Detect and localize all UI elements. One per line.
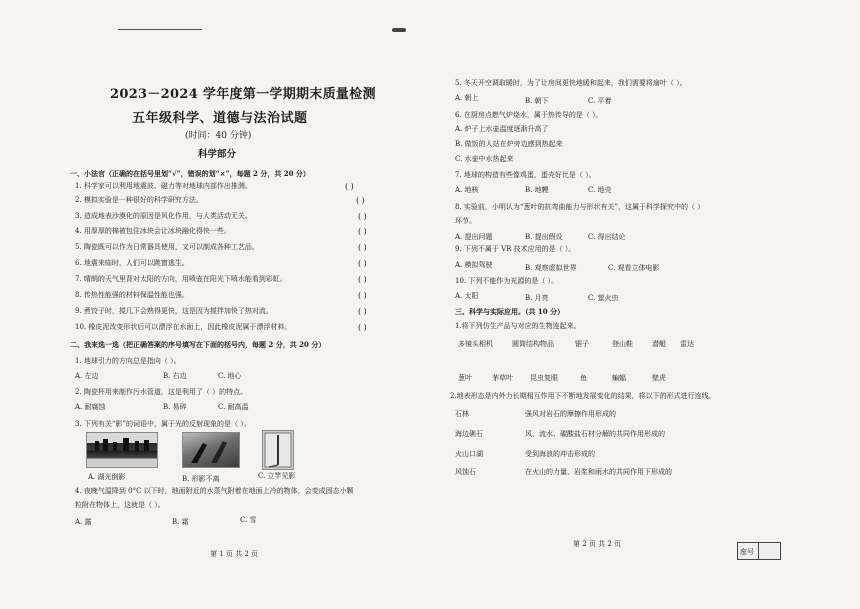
right-page [430, 0, 860, 609]
exam-title: 2023－2024 学年度第一学期期末质量检测 [110, 87, 376, 102]
q5-option-b: B. 朝下 [525, 97, 549, 105]
answer-paren[interactable]: ( ) [358, 243, 367, 252]
q6-option-a: A. 炉子上水壶温度逐渐升高了 [455, 125, 549, 133]
tf-item: 10. 橡皮泥改变形状后可以漂浮在水面上，因此橡皮泥属于漂浮材料。 [75, 323, 292, 331]
q8-option-c: C. 得出结论 [588, 233, 626, 241]
q8-text-line1: 8. 实验前，小明认为“葱叶的抗弯曲能力与形状有关”，这属于科学探究中的（ ） [455, 203, 705, 211]
answer-paren[interactable]: ( ) [358, 307, 367, 316]
product-item[interactable]: 登山鞋 [612, 340, 633, 348]
answer-paren[interactable]: ( ) [358, 259, 367, 268]
q5-option-a: A. 朝上 [455, 94, 479, 102]
q7-option-c: C. 地壳 [588, 186, 612, 194]
shadow-photo [182, 432, 240, 468]
landform-item[interactable]: 风蚀石 [455, 468, 476, 476]
organism-item[interactable]: 鱼 [580, 374, 587, 382]
q8-text-line2: 环节。 [455, 217, 476, 225]
cause-item[interactable]: 风、流水、碳酸盐石材分解的共同作用形成的 [525, 430, 665, 438]
q4-option-b: B. 霜 [172, 518, 189, 526]
section1-heading: 一、小法官（正确的在括号里划“√”，错误的划“×”，每题 2 分，共 20 分） [70, 169, 310, 178]
q6-text: 6. 在厨房点燃气炉烧水，属于热传导的是（ ）。 [455, 111, 603, 119]
q4-text-line2: 粒附在物体上，这就是（ ）。 [75, 501, 165, 509]
q2-text: 2. 陶瓷杯用来制作污水管道，这是利用了（ ）的特点。 [75, 388, 248, 396]
q3-option-c: C. 立竿见影 [258, 472, 296, 480]
tf-item: 1. 科学家可以利用地震波、磁力等对地球内部作出推测。 [75, 182, 252, 190]
landform-item[interactable]: 海边礁石 [455, 430, 483, 438]
seat-number-box[interactable] [737, 542, 781, 560]
answer-paren[interactable]: ( ) [356, 196, 365, 205]
pole-shadow-photo [262, 430, 294, 470]
organism-item[interactable]: 茅草叶 [492, 374, 513, 382]
q2-option-c: C. 耐高温 [218, 403, 249, 411]
exam-subtitle: 五年级科学、道德与法治试题 [132, 111, 308, 126]
q7-option-b: B. 地幔 [525, 186, 549, 194]
cause-item[interactable]: 强风对岩石的摩擦作用形成的 [525, 410, 616, 418]
q5-option-c: C. 平着 [588, 97, 612, 105]
q9-option-c: C. 观看立体电影 [608, 264, 660, 272]
product-item[interactable]: 多镜头相机 [458, 340, 493, 348]
landform-item[interactable]: 火山口湖 [455, 450, 483, 458]
q3-option-a: A. 湖光倒影 [88, 473, 126, 481]
tf-item: 5. 陶瓷既可以作为日常器具使用，又可以制成各种工艺品。 [75, 243, 259, 251]
tf-item: 6. 地震来临时，人们可以跳窗逃生。 [75, 259, 189, 267]
tf-item: 3. 造成地表沙漠化的原因是风化作用，与人类活动无关。 [75, 212, 252, 220]
q3-text: 3. 下列有关“影”的词语中，属于光的反射现象的是（ ）。 [75, 420, 251, 428]
product-item[interactable]: 潜艇 [652, 340, 666, 348]
answer-paren[interactable]: ( ) [358, 323, 367, 332]
matching-q2: 2.地表形态是内外力长期相互作用下不断地发展变化的结果，将以下的形式进行连线。 [450, 392, 716, 400]
reflection-photo [86, 432, 158, 468]
q1-option-a: A. 左边 [75, 372, 99, 380]
q8-option-a: A. 提出问题 [455, 233, 493, 241]
scan-smudge [392, 28, 406, 32]
figures-icon [183, 433, 239, 467]
q7-option-a: A. 地核 [455, 186, 479, 194]
trees-icon [87, 433, 157, 467]
tf-item: 7. 晴朗的天气里背对太阳的方向，用喷壶在阳光下喷水能看到彩虹。 [75, 275, 287, 283]
q9-text: 9. 下列不属于 VR 技术应用的是（ ）。 [455, 245, 576, 253]
product-item[interactable]: 圆筒结构物品 [512, 340, 554, 348]
seat-number-label: 座号 [740, 548, 754, 556]
answer-paren[interactable]: ( ) [358, 212, 367, 221]
q4-text-line1: 4. 夜晚气温降到 0°C 以下时，地面附近的水蒸气附着在地面上冷的物体，会变成固态小颗 [75, 487, 354, 495]
q2-option-b: B. 易碎 [163, 403, 187, 411]
q10-option-c: C. 萤火虫 [588, 294, 619, 302]
q8-option-b: B. 提出假设 [525, 233, 563, 241]
answer-paren[interactable]: ( ) [345, 182, 354, 191]
section2-heading: 二、我来选一选（把正确答案的序号填写在下面的括号内，每题 2 分，共 20 分） [70, 340, 326, 349]
q1-option-b: B. 右边 [163, 372, 187, 380]
organism-item[interactable]: 蝙蝠 [612, 374, 626, 382]
part-title: 科学部分 [198, 149, 237, 160]
answer-paren[interactable]: ( ) [358, 291, 367, 300]
q4-option-c: C. 雪 [240, 516, 257, 524]
cause-item[interactable]: 受到海浪的冲击形成的 [525, 450, 595, 458]
top-scan-line [118, 29, 202, 30]
page-footer: 第 1 页 共 2 页 [210, 550, 259, 558]
q2-option-a: A. 耐腐蚀 [75, 403, 106, 411]
seat-number-divider [758, 543, 759, 559]
q9-option-b: B. 观察虚拟世界 [525, 264, 577, 272]
product-item[interactable]: 雷达 [680, 340, 694, 348]
q9-option-a: A. 模拟驾驶 [455, 261, 493, 269]
page-footer: 第 2 页 共 2 页 [573, 540, 622, 548]
organism-item[interactable]: 葱叶 [458, 374, 472, 382]
q6-option-c: C. 水壶中水热起来 [455, 155, 514, 163]
q6-option-b: B. 做饭的人站在炉旁边感到热起来 [455, 140, 563, 148]
tf-item: 4. 用厚厚的棉被包住冰块会让冰块融化得快一些。 [75, 227, 231, 235]
exam-time: (时间：40 分钟) [185, 131, 252, 141]
tf-item: 2. 模拟实验是一种很好的科学研究方法。 [75, 196, 203, 204]
tf-item: 8. 传热性能强的材料保温性能也强。 [75, 291, 189, 299]
q7-text: 7. 地球的构造有些像鸡蛋，蛋壳好比是（ ）。 [455, 171, 596, 179]
pole-icon [263, 431, 293, 469]
q10-option-a: A. 太阳 [455, 292, 479, 300]
landform-item[interactable]: 石林 [455, 410, 469, 418]
matching-q1: 1.将下列仿生产品与对应的生物连起来。 [455, 322, 581, 330]
q5-text: 5. 冬天开空调取暖时，为了让房间更快地暖和起来，我们需要将扇叶（ ）。 [455, 79, 687, 87]
organism-item[interactable]: 昆虫复眼 [530, 374, 558, 382]
organism-item[interactable]: 壁虎 [652, 374, 666, 382]
q1-text: 1. 地球引力的方向总是指向（ ）。 [75, 357, 181, 365]
section3-heading: 三、科学与实际应用。（共 10 分） [455, 307, 565, 316]
q4-option-a: A. 露 [75, 518, 92, 526]
q3-option-b: B. 形影不离 [182, 475, 220, 483]
q10-text: 10. 下列不能作为光源的是（ ）。 [455, 277, 559, 285]
cause-item[interactable]: 在火山的力量、岩浆和雨水的共同作用下形成的 [525, 468, 672, 476]
product-item[interactable]: 锯子 [575, 340, 589, 348]
answer-paren[interactable]: ( ) [358, 227, 367, 236]
tf-item: 9. 煮饺子时，搅几下会熟得更快，这是因为搅拌加快了热对流。 [75, 307, 273, 315]
q10-option-b: B. 月亮 [525, 294, 549, 302]
q1-option-c: C. 地心 [218, 372, 242, 380]
answer-paren[interactable]: ( ) [358, 275, 367, 284]
